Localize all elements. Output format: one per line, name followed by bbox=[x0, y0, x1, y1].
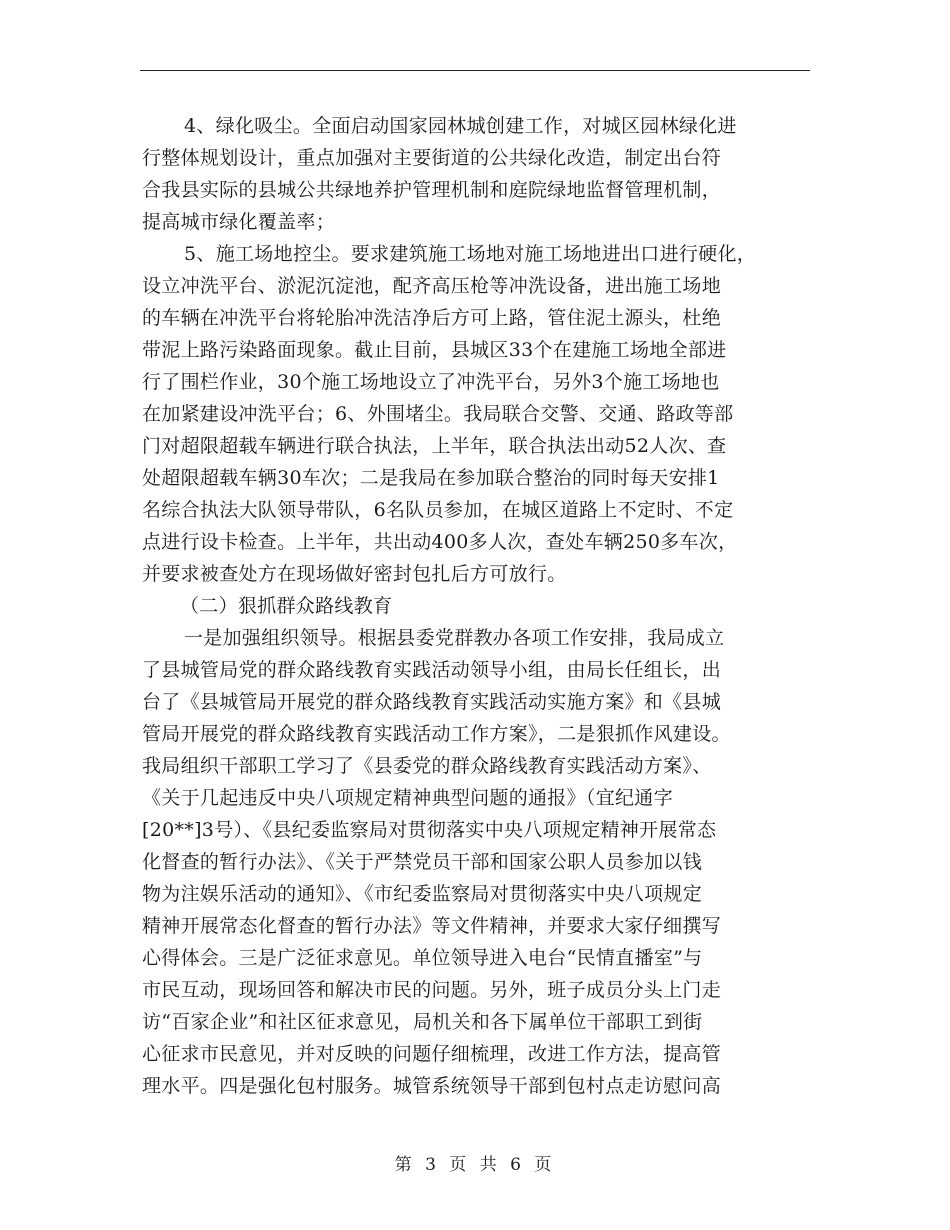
section-heading: （二）狠抓群众路线教育 bbox=[180, 595, 393, 617]
paragraph-line: 合我县实际的县城公共绿地养护管理机制和庭院绿地监督管理机制， bbox=[142, 179, 722, 201]
paragraph-line: 处超限超载车辆30车次；二是我局在参加联合整治的同时每天安排1 bbox=[142, 467, 720, 489]
paragraph-line: 了县城管局党的群众路线教育实践活动领导小组，由局长任组长，出 bbox=[142, 659, 722, 681]
paragraph-line: 设立冲洗平台、淤泥沉淀池，配齐高压枪等冲洗设备，进出施工场地 bbox=[142, 275, 722, 297]
header-rule bbox=[140, 70, 810, 71]
paragraph-line: 的车辆在冲洗平台将轮胎冲洗洁净后方可上路，管住泥土源头，杜绝 bbox=[142, 307, 722, 329]
paragraph-line: 台了《县城管局开展党的群众路线教育实践活动实施方案》和《县城 bbox=[142, 691, 722, 713]
paragraph-line: 物为注娱乐活动的通知》、《市纪委监察局对贯彻落实中央八项规定 bbox=[142, 883, 703, 905]
paragraph-line: 心得体会。三是广泛征求意见。单位领导进入电台“民情直播室”与 bbox=[142, 947, 703, 969]
paragraph-line: 5、施工场地控尘。要求建筑施工场地对施工场地进出口进行硬化， bbox=[184, 243, 757, 265]
paragraph-line: 行了围栏作业，30个施工场地设立了冲洗平台，另外3个施工场地也 bbox=[142, 371, 720, 393]
paragraph-line: 理水平。四是强化包村服务。城管系统领导干部到包村点走访慰问高 bbox=[142, 1075, 722, 1097]
paragraph-line: 心征求市民意见，并对反映的问题仔细梳理，改进工作方法，提高管 bbox=[142, 1043, 722, 1065]
page-number-footer: 第 3 页 共 6 页 bbox=[394, 1155, 556, 1175]
paragraph-line: 门对超限超载车辆进行联合执法，上半年，联合执法出动52人次、查 bbox=[142, 435, 727, 457]
paragraph-line: 带泥上路污染路面现象。截止目前，县城区33个在建施工场地全部进 bbox=[142, 339, 727, 361]
paragraph-line: 4、绿化吸尘。全面启动国家园林城创建工作，对城区园林绿化进 bbox=[184, 115, 737, 137]
paragraph-line: 提高城市绿化覆盖率； bbox=[142, 211, 336, 233]
paragraph-line: 行整体规划设计，重点加强对主要街道的公共绿化改造，制定出台符 bbox=[142, 147, 722, 169]
paragraph-line: 《关于几起违反中央八项规定精神典型问题的通报》（宜纪通字 bbox=[142, 787, 673, 809]
paragraph-line: 管局开展党的群众路线教育实践活动工作方案》，二是狠抓作风建设。 bbox=[142, 723, 731, 745]
paragraph-line: 一是加强组织领导。根据县委党群教办各项工作安排，我局成立 bbox=[184, 627, 725, 649]
paragraph-line: [20**]3号）、《县纪委监察局对贯彻落实中央八项规定精神开展常态 bbox=[142, 819, 717, 841]
paragraph-line: 化督查的暂行办法》、《关于严禁党员干部和国家公职人员参加以钱 bbox=[142, 851, 703, 873]
paragraph-line: 访“百家企业”和社区征求意见，局机关和各下属单位干部职工到街 bbox=[142, 1011, 703, 1033]
paragraph-line: 在加紧建设冲洗平台；6、外围堵尘。我局联合交警、交通、路政等部 bbox=[142, 403, 734, 425]
paragraph-line: 市民互动，现场回答和解决市民的问题。另外，班子成员分头上门走 bbox=[142, 979, 722, 1001]
paragraph-line: 精神开展常态化督查的暂行办法》等文件精神，并要求大家仔细撰写 bbox=[142, 915, 722, 937]
document-body bbox=[142, 110, 810, 1102]
paragraph-line: 名综合执法大队领导带队，6名队员参加，在城区道路上不定时、不定 bbox=[142, 499, 734, 521]
paragraph-line: 我局组织干部职工学习了《县委党的群众路线教育实践活动方案》、 bbox=[142, 755, 712, 777]
paragraph-line: 并要求被查处方在现场做好密封包扎后方可放行。 bbox=[142, 563, 567, 585]
paragraph-line: 点进行设卡检查。上半年，共出动400多人次，查处车辆250多车次， bbox=[142, 531, 738, 553]
